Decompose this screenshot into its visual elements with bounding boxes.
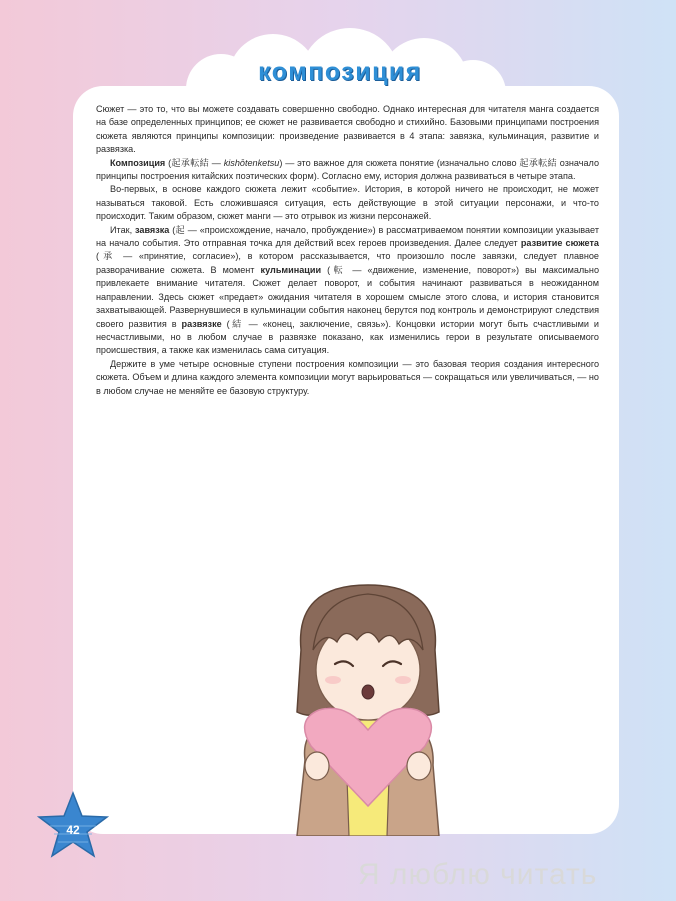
article-body [96,103,599,398]
romaji-term: kishōtenketsu [223,157,280,168]
term-climax: кульминации [260,264,322,275]
term-composition: Композиция [110,157,166,168]
face [313,594,423,720]
term-development: развитие сюжета [520,238,599,249]
paragraph-summary: Держите в уме четыре основные ступени построения композиции — это базовая теория создания интересного сюжета. Объем и длина каждого элемента композиции могут варьироваться — сокращаться или увеличиваться, — но в любом случае не меняйте ее базовую структуру. [96,358,599,396]
paragraph-composition: Композиция (起承転結 — kishōtenketsu) — это важное для сюжета понятие (изначально слово 起承転結 означало принципы построения китайских поэтических форм). Согласно ему, история должна развиваться в четыре этапа. [96,157,600,182]
page-title: композиция [258,58,422,86]
page-number: 42 [66,823,80,837]
girl-with-heart-illustration [283,580,453,836]
paragraph-intro: Сюжет — это то, что вы можете создавать совершенно свободно. Однако интересная для читателя манга создается на базе определенных принципов; ее сюжет не развивается свободно и стихийно. Базовыми принципами построения сюжета являются принципы композиции: произведение развивается в 4 этапа: завязка, кульминация, развитие и развязка. [96,104,599,155]
term-resolution: развязке [181,318,222,329]
paragraph-event: Во-первых, в основе каждого сюжета лежит «событие». История, в которой ничего не происходит, не может называться таковой. Есть сложившаяся ситуация, есть действующие в этой ситуации персонажи, и что-то происходит. Таким образом, сюжет манги — это отрывок из жизни персонажей. [96,184,599,222]
watermark: Я люблю читать [358,858,598,891]
term-setup: завязка [135,224,170,235]
paragraph-stages: Итак, завязка (起 — «происхождение, начало, пробуждение») в рассматриваемом понятии композиции указывает на начало события. Это отправная точка для действий всех героев произведения. Далее следует развитие сюжета (承 — «принятие, согласие»), в котором рассказывается, что произошло после завязки, следует плавное разворачивание сюжета. В момент кульминации (転 — «движение, изменение, поворот») вы максимально привлекаете внимание читателя. Сюжет делает поворот, и события начинают развиваться в неожиданном направлении. Здесь сюжет «предает» ожидания читателя в хорошем смысле этого слова, и история становится захватывающей. Развернувшиеся в кульминации события наконец берутся под контроль и демонстрируют следствия своего развития в развязке (結 — «конец, заключение, связь»). Концовки истории могут быть счастливыми и несчастливыми, но в любом случае в развязке показано, как изменились герои в результате описываемого происшествия, а также как изменилась сама ситуация. [96,224,600,356]
